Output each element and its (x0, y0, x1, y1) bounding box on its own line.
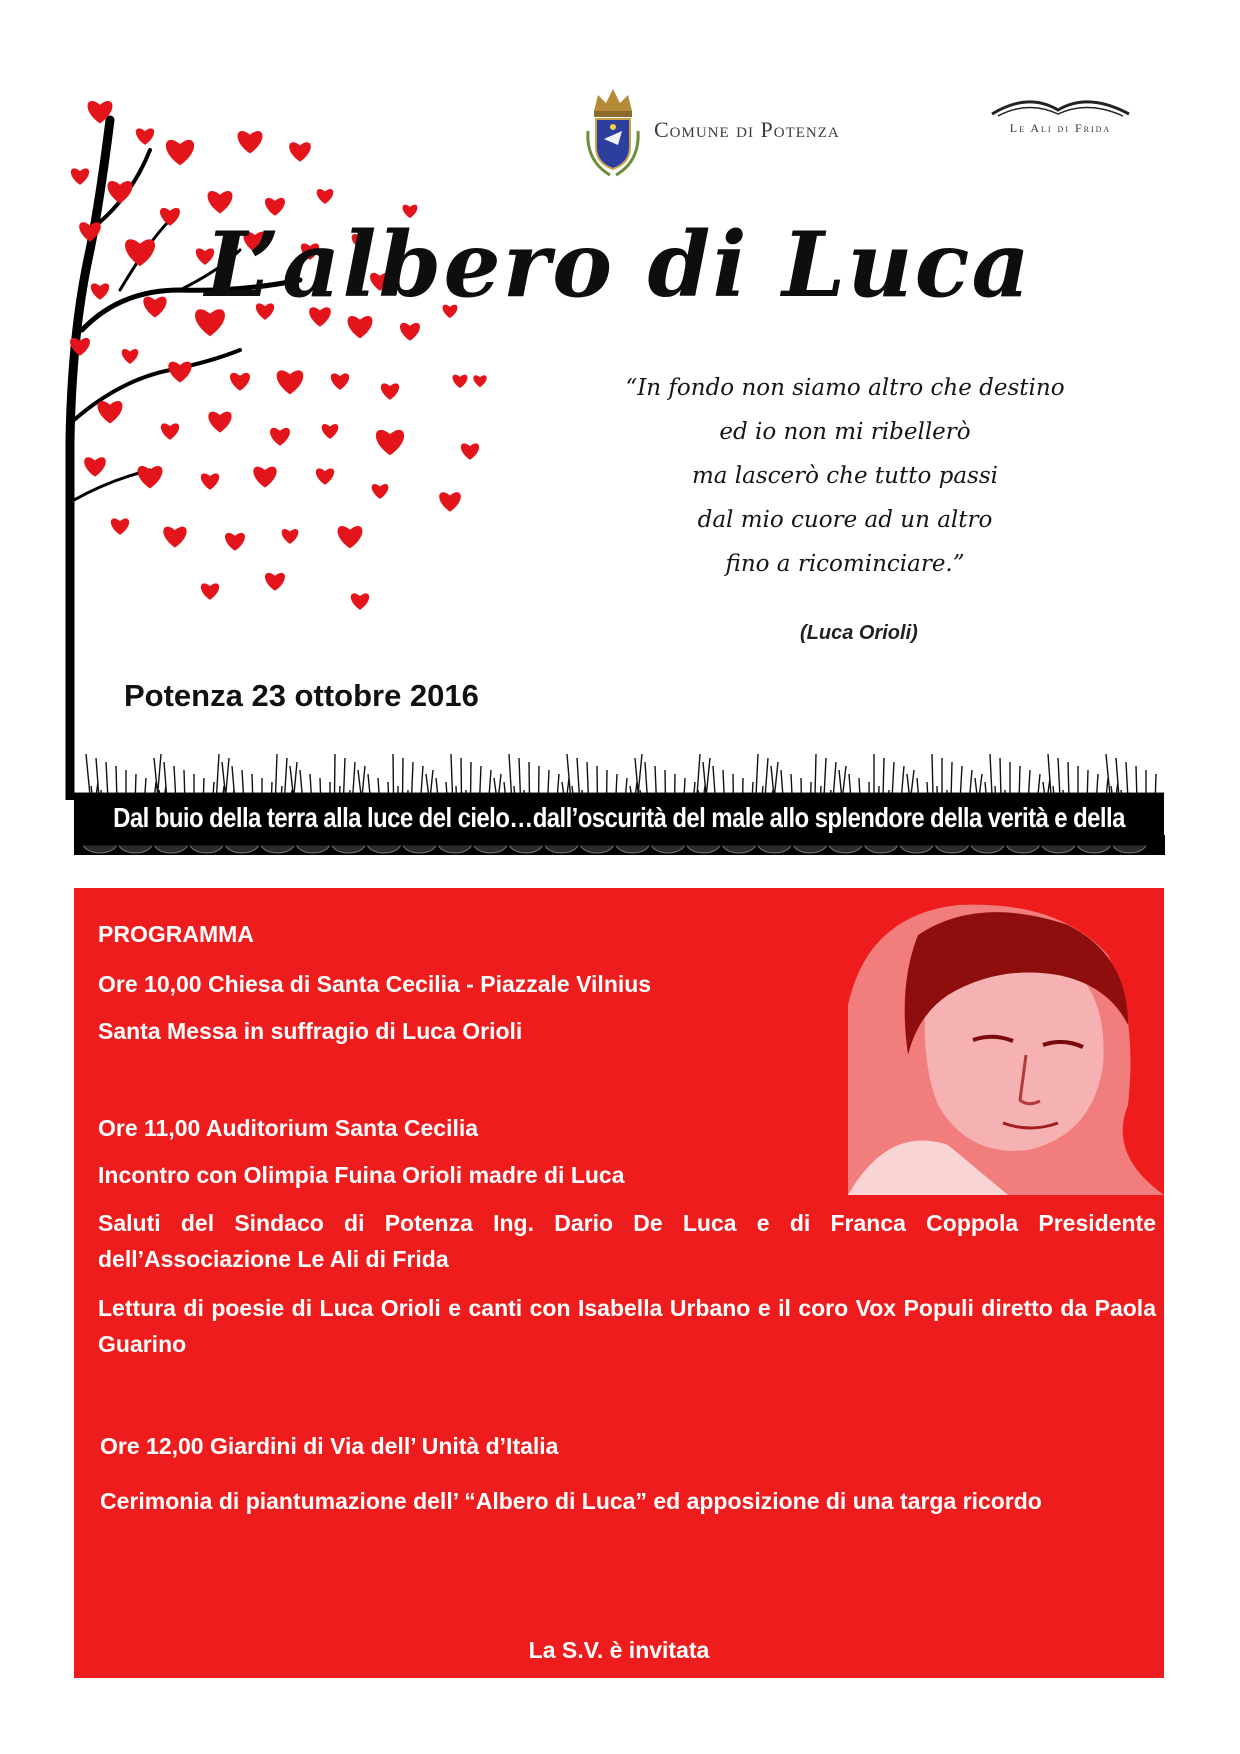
invitation-text: La S.V. è invitata (528, 1637, 710, 1663)
heart-icon (79, 222, 101, 241)
heart-icon (208, 191, 233, 213)
heart-icon (136, 128, 154, 144)
heart-icon (277, 370, 304, 394)
programme-line: Ore 12,00 Giardini di Via dell’ Unità d’Italia (100, 1433, 559, 1459)
heart-icon (111, 518, 129, 534)
quote-line: dal mio cuore ad un altro (697, 507, 993, 533)
crest-icon (582, 81, 644, 179)
programme-line: Ore 11,00 Auditorium Santa Cecilia (98, 1115, 479, 1141)
heart-icon (71, 168, 89, 184)
heart-icon (91, 283, 109, 299)
quote-author: (Luca Orioli) (800, 622, 918, 644)
heart-icon (225, 533, 245, 551)
heart-icon (439, 492, 461, 511)
heart-icon (84, 457, 106, 476)
hearts-cluster (70, 101, 487, 610)
heart-icon (166, 140, 194, 165)
quote-line: “In fondo non siamo altro che destino (625, 375, 1065, 401)
heart-icon (372, 484, 389, 499)
programme-heading: PROGRAMMA (98, 921, 254, 947)
programme-line: Ore 10,00 Chiesa di Santa Cecilia - Piazzale Vilnius (98, 971, 652, 997)
heart-icon (453, 375, 468, 388)
heart-icon (473, 375, 486, 387)
programme-line: Incontro con Olimpia Fuina Orioli madre di Luca (98, 1162, 625, 1188)
association-label: Le Ali di Frida (1009, 121, 1112, 135)
heart-icon (230, 373, 250, 391)
programme-line: Saluti del Sindaco di Potenza Ing. Dario De Luca e di Franca Coppola Presidente dell’Associazione Le Ali di Frida (98, 1210, 1156, 1272)
heart-icon (289, 142, 311, 161)
programme-line: Santa Messa in suffragio di Luca Orioli (98, 1018, 523, 1044)
motto-banner: Dal buio della terra alla luce del cielo…dall’oscurità del male allo splendore della verità e della giustizia! (74, 793, 1164, 846)
quote-line: ed io non mi ribellerò (719, 419, 971, 445)
heart-icon (331, 373, 349, 389)
heart-icon (270, 428, 290, 446)
heart-icon (317, 189, 334, 204)
heart-icon (108, 181, 133, 203)
heart-icon (265, 573, 285, 591)
programme-line: Lettura di poesie di Luca Orioli e canti con Isabella Urbano e il coro Vox Populi diretto da Paola Guarino (98, 1295, 1156, 1357)
frida-logo (988, 92, 1133, 136)
heart-icon (381, 383, 399, 399)
comune-logo (582, 80, 840, 180)
heart-icon (338, 526, 363, 548)
comune-label: Comune di Potenza (654, 117, 840, 142)
heart-icon (168, 362, 191, 383)
heart-icon (238, 131, 263, 153)
heart-icon (376, 430, 404, 455)
heart-icon (163, 527, 186, 548)
heart-icon (143, 297, 166, 318)
heart-icon (316, 468, 334, 484)
heart-icon (461, 443, 479, 459)
heart-icon (400, 323, 420, 341)
heart-icon (201, 583, 219, 599)
page-title: L’albero di Luca (205, 212, 1032, 318)
heart-icon (160, 208, 180, 226)
heart-icon (98, 401, 123, 423)
heart-icon (322, 424, 339, 439)
heart-icon (208, 412, 231, 433)
heart-icon (351, 593, 369, 609)
portrait-image (808, 895, 1164, 1195)
heart-icon (125, 239, 155, 266)
heart-icon (161, 423, 179, 439)
quote-line: ma lascerò che tutto passi (691, 463, 999, 489)
event-date: Potenza 23 ottobre 2016 (124, 678, 479, 713)
wings-icon (988, 92, 1133, 120)
heart-icon (253, 467, 276, 488)
poem-quote (560, 366, 1130, 586)
heart-icon (201, 473, 219, 489)
heart-icon (122, 349, 139, 364)
programme-line: Cerimonia di piantumazione dell’ “Albero di Luca” ed apposizione di una targa ricordo (100, 1488, 1042, 1514)
quote-line: fino a ricominciare.” (725, 551, 965, 577)
heart-icon (348, 316, 373, 338)
heart-icon (282, 529, 299, 544)
